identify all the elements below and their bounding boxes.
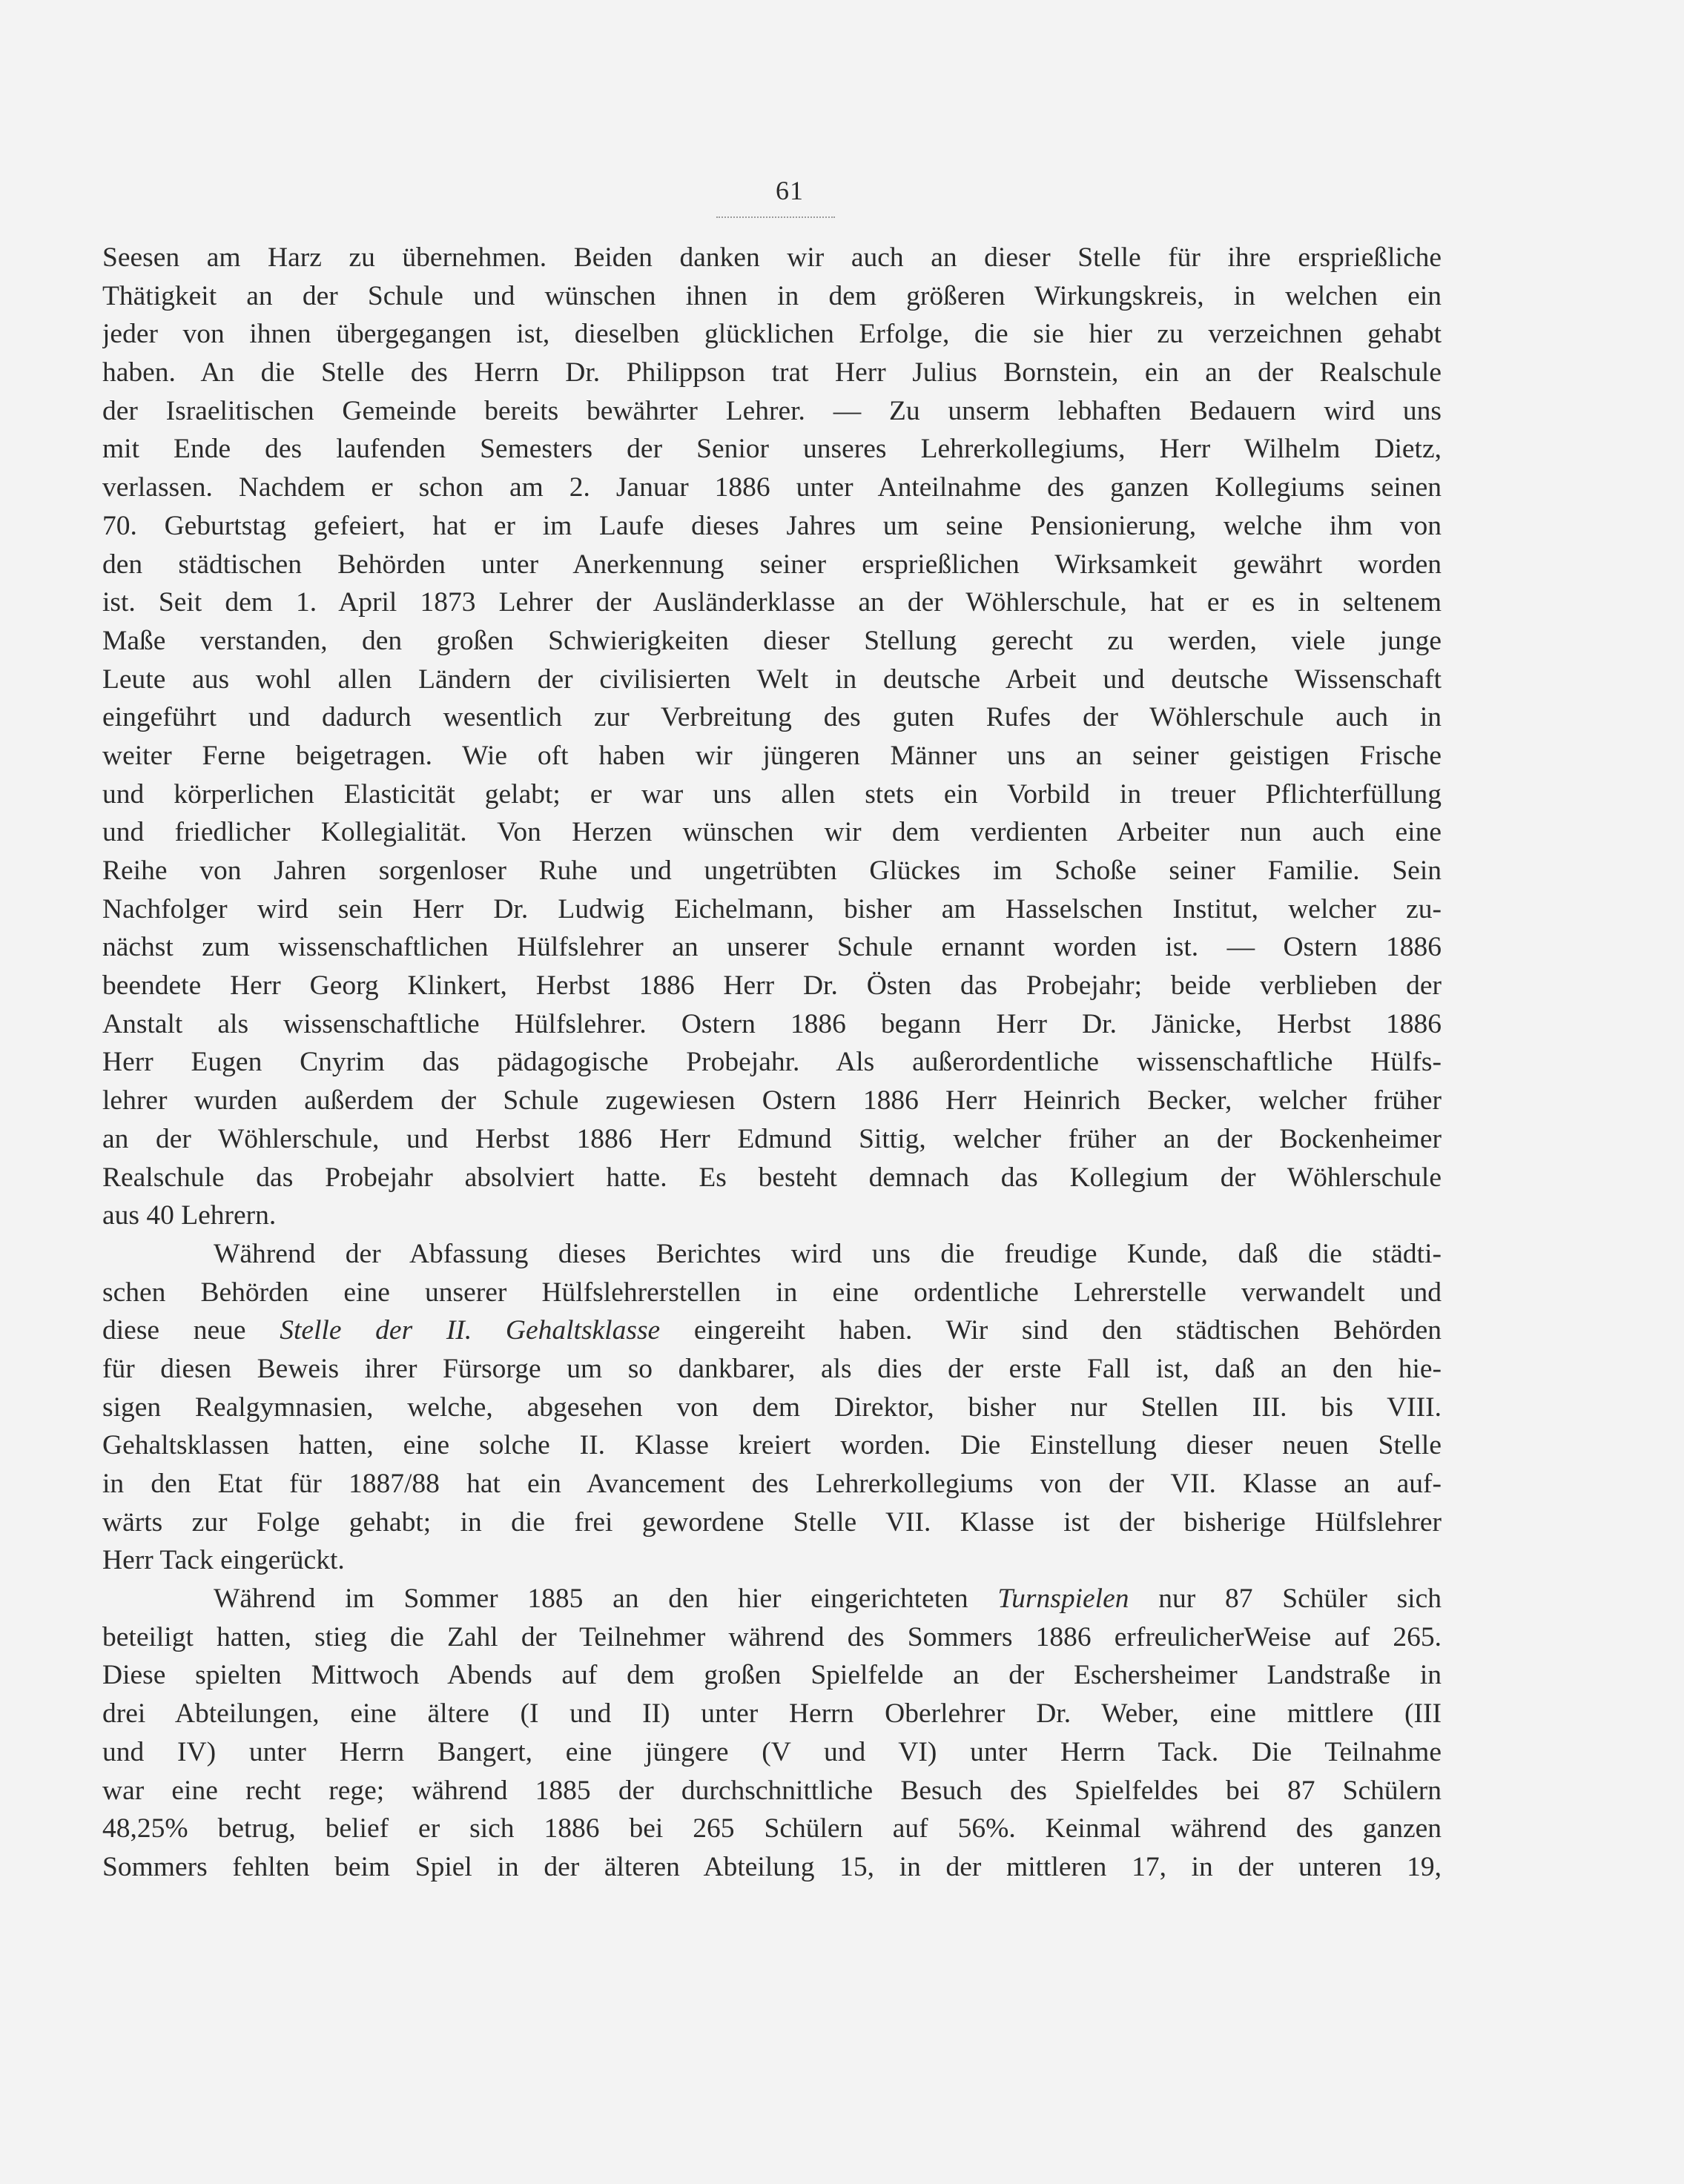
text-line: der Israelitischen Gemeinde bereits bewährter Lehrer. — Zu unserm lebhaften Bedauern wird uns	[102, 395, 1442, 426]
text-line: in den Etat für 1887/88 hat ein Avancement des Lehrerkollegiums von der VII. Klasse an auf-	[102, 1469, 1442, 1499]
text-line: sigen Realgymnasien, welche, abgesehen von dem Direktor, bisher nur Stellen III. bis VIII.	[102, 1392, 1442, 1423]
text-line: Maße verstanden, den großen Schwierigkeiten dieser Stellung gerecht zu werden, viele junge	[102, 625, 1442, 656]
header-ornament	[716, 216, 835, 219]
text-line: Reihe von Jahren sorgenloser Ruhe und ungetrübten Glückes im Schoße seiner Familie. Sein	[102, 856, 1442, 886]
text-line: 48,25% betrug, belief er sich 1886 bei 265 Schülern auf 56%. Keinmal während des ganzen	[102, 1813, 1442, 1844]
text-line: Realschule das Probejahr absolviert hatte. Es besteht demnach das Kollegium der Wöhlerschule	[102, 1162, 1442, 1193]
text-line: Thätigkeit an der Schule und wünschen ihnen in dem größeren Wirkungskreis, in welchen ein	[102, 280, 1442, 311]
text-line: Seesen am Harz zu übernehmen. Beiden danken wir auch an dieser Stelle für ihre ersprießliche	[102, 242, 1442, 273]
text-line: mit Ende des laufenden Semesters der Senior unseres Lehrerkollegiums, Herr Wilhelm Dietz,	[102, 434, 1442, 465]
text-line-mixed	[102, 1311, 1442, 1350]
text-line: lehrer wurden außerdem der Schule zugewiesen Ostern 1886 Herr Heinrich Becker, welcher früher	[102, 1085, 1442, 1116]
text-line: Herr Tack eingerückt.	[102, 1545, 345, 1576]
text-line: Während der Abfassung dieses Berichtes wird uns die freudige Kunde, daß die städti-	[214, 1238, 1442, 1269]
text-line: schen Behörden eine unserer Hülfslehrerstellen in eine ordentliche Lehrerstelle verwandelt und	[102, 1277, 1442, 1308]
text-line: beteiligt hatten, stieg die Zahl der Teilnehmer während des Sommers 1886 erfreulicherWeise auf 265.	[102, 1621, 1442, 1652]
text-line: haben. An die Stelle des Herrn Dr. Philippson trat Herr Julius Bornstein, ein an der Realschule	[102, 357, 1442, 388]
text-segment: diese neue	[102, 1315, 280, 1346]
text-line: Anstalt als wissenschaftliche Hülfslehrer. Ostern 1886 begann Herr Dr. Jänicke, Herbst 1886	[102, 1008, 1442, 1039]
text-line: und IV) unter Herrn Bangert, eine jüngere (V und VI) unter Herrn Tack. Die Teilnahme	[102, 1736, 1442, 1767]
body-text	[102, 239, 1442, 1887]
text-line: jeder von ihnen übergegangen ist, dieselben glücklichen Erfolge, die sie hier zu verzeichnen gehabt	[102, 319, 1442, 350]
text-line: aus 40 Lehrern.	[102, 1200, 277, 1231]
italic-emphasis: Turnspielen	[997, 1584, 1129, 1615]
text-line: nächst zum wissenschaftlichen Hülfslehrer an unserer Schule ernannt worden ist. — Ostern 1886	[102, 932, 1442, 963]
text-line: verlassen. Nachdem er schon am 2. Januar 1886 unter Anteilnahme des ganzen Kollegiums seinen	[102, 472, 1442, 503]
text-line: war eine recht rege; während 1885 der durchschnittliche Besuch des Spielfeldes bei 87 Schülern	[102, 1775, 1442, 1806]
paragraph-3	[102, 1580, 1442, 1887]
text-line: und körperlichen Elasticität gelabt; er war uns allen stets ein Vorbild in treuer Pflichterfüllung	[102, 778, 1442, 810]
text-line-mixed	[102, 1580, 1442, 1618]
text-segment: Während im Sommer 1885 an den hier eingerichteten	[214, 1584, 998, 1615]
text-line: wärts zur Folge gehabt; in die frei gewordene Stelle VII. Klasse ist der bisherige Hülfslehrer	[102, 1506, 1442, 1538]
text-line: Nachfolger wird sein Herr Dr. Ludwig Eichelmann, bisher am Hasselschen Institut, welcher zu-	[102, 893, 1442, 924]
text-line: ist. Seit dem 1. April 1873 Lehrer der Ausländerklasse an der Wöhlerschule, hat er es in seltenem	[102, 587, 1442, 618]
italic-emphasis: Stelle der II. Gehaltsklasse	[280, 1315, 661, 1346]
text-line: 70. Geburtstag gefeiert, hat er im Laufe dieses Jahres um seine Pensionierung, welche ihm von	[102, 510, 1442, 541]
text-line: Herr Eugen Cnyrim das pädagogische Probejahr. Als außerordentliche wissenschaftliche Hülfs-	[102, 1047, 1442, 1078]
text-line: eingeführt und dadurch wesentlich zur Verbreitung des guten Rufes der Wöhlerschule auch in	[102, 702, 1442, 733]
text-line: den städtischen Behörden unter Anerkennung seiner ersprießlichen Wirksamkeit gewährt worden	[102, 549, 1442, 580]
text-segment: nur 87 Schüler sich	[1129, 1584, 1442, 1615]
text-line: beendete Herr Georg Klinkert, Herbst 1886 Herr Dr. Östen das Probejahr; beide verblieben der	[102, 970, 1442, 1002]
paragraph-1	[102, 239, 1442, 1235]
text-line: und friedlicher Kollegialität. Von Herzen wünschen wir dem verdienten Arbeiter nun auch eine	[102, 817, 1442, 848]
paragraph-2	[102, 1235, 1442, 1580]
text-line: Gehaltsklassen hatten, eine solche II. Klasse kreiert worden. Die Einstellung dieser neuen Stelle	[102, 1430, 1442, 1461]
text-line: für diesen Beweis ihrer Fürsorge um so dankbarer, als dies der erste Fall ist, daß an den hie-	[102, 1353, 1442, 1384]
text-segment: eingereiht haben. Wir sind den städtischen Behörden	[660, 1315, 1442, 1346]
text-line: weiter Ferne beigetragen. Wie oft haben wir jüngeren Männer uns an seiner geistigen Frische	[102, 740, 1442, 771]
text-line: Diese spielten Mittwoch Abends auf dem großen Spielfelde an der Eschersheimer Landstraße in	[102, 1660, 1442, 1691]
page-number: 61	[776, 176, 804, 205]
text-line: Sommers fehlten beim Spiel in der älteren Abteilung 15, in der mittleren 17, in der unteren 19,	[102, 1851, 1442, 1882]
text-line: drei Abteilungen, eine ältere (I und II) unter Herrn Oberlehrer Dr. Weber, eine mittlere (III	[102, 1698, 1442, 1730]
text-line: an der Wöhlerschule, und Herbst 1886 Herr Edmund Sittig, welcher früher an der Bockenheimer	[102, 1123, 1442, 1154]
text-line: Leute aus wohl allen Ländern der civilisierten Welt in deutsche Arbeit und deutsche Wissenschaft	[102, 664, 1442, 695]
